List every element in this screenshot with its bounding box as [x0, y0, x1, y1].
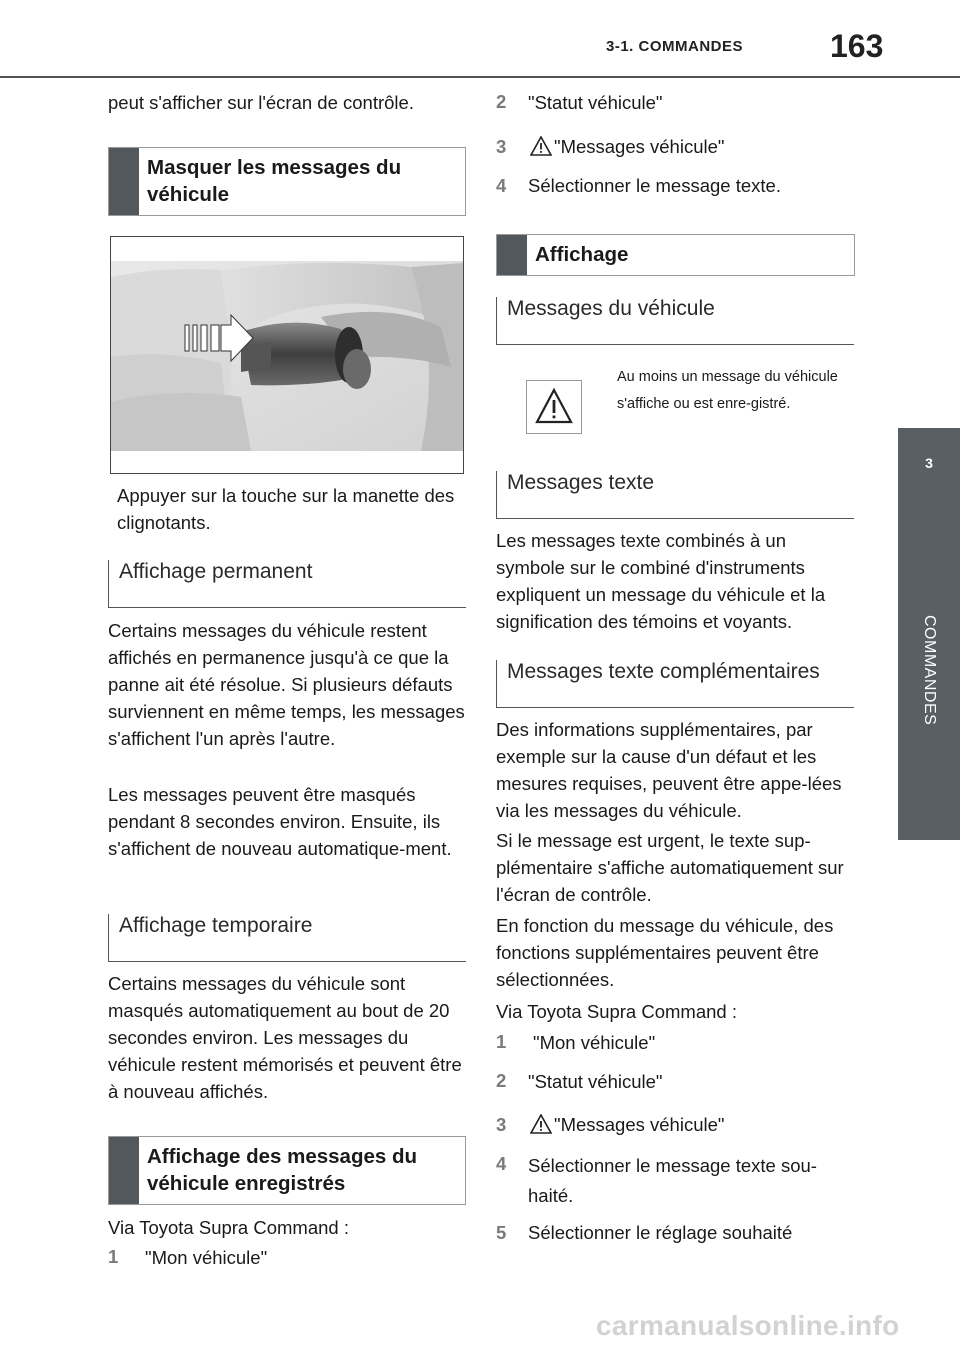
section-title: 3-1. COMMANDES: [606, 38, 744, 55]
step-1-text: "Mon véhicule": [145, 1247, 268, 1268]
heading-text: Masquer les messages du véhicule: [147, 156, 402, 206]
heading-text-messages: [496, 471, 854, 519]
step-5-text: Sélectionner le réglage souhaité: [528, 1222, 793, 1243]
step-4-text: Sélectionner le message texte sou-haité.: [528, 1155, 817, 1206]
heading-text: Affichage temporaire: [119, 914, 313, 937]
step-number: 4: [496, 1153, 507, 1174]
heading-text: Affichage permanent: [119, 560, 313, 583]
temporary-paragraph: Certains messages du véhicule sont masqués automatiquement au bout de 20 secondes environ. Les messages du véhicule restent mémorisés et peuvent être à nouveau affichés.: [108, 973, 462, 1102]
permanent-paragraph-1: Certains messages du véhicule restent affichés en permanence jusqu'à ce que la panne ait été résolue. Si plusieurs défauts surviennent en même temps, les messages s'affichent l'un après l'autre.: [108, 620, 465, 749]
heading-additional-messages: [496, 660, 854, 708]
step-number: 1: [108, 1246, 119, 1267]
additional-paragraph-3: En fonction du message du véhicule, des fonctions supplémentaires peuvent être sélectionnées.: [496, 915, 834, 990]
heading-temporary-display: [108, 914, 466, 962]
chapter-tab-number: 3: [898, 428, 960, 498]
step-1-text: "Mon véhicule": [533, 1032, 656, 1053]
step-number: 1: [496, 1031, 507, 1052]
warning-triangle-icon: [530, 136, 552, 156]
warning-triangle-icon: [527, 381, 581, 433]
permanent-paragraph-2: Les messages peuvent être masqués pendant 8 secondes environ. Ensuite, ils s'affichent de nouveau automatique-ment.: [108, 784, 452, 859]
step-3-label: "Messages véhicule": [554, 1114, 725, 1135]
watermark: carmanualsonline.info: [596, 1310, 900, 1341]
heading-text: Messages du véhicule: [507, 297, 715, 320]
step-number: 5: [496, 1222, 507, 1243]
warning-description: Au moins un message du véhicule s'affiche ou est enre-gistré.: [617, 369, 838, 412]
chapter-tab-text: COMMANDES: [921, 614, 938, 726]
step-number: 4: [496, 175, 507, 196]
heading-text: Affichage des messages du véhicule enregistrés: [147, 1145, 418, 1195]
step-number: 2: [496, 91, 507, 112]
header-rule: [0, 76, 960, 78]
heading-permanent-display: [108, 560, 466, 608]
chapter-tab-label: [898, 510, 960, 830]
figure-caption: Appuyer sur la touche sur la manette des clignotants.: [117, 485, 455, 533]
heading-hide-messages: [108, 147, 466, 216]
warning-symbol-cell: [526, 380, 582, 434]
text-messages-paragraph: Les messages texte combinés à un symbole sur le combiné d'instruments expliquent un message du véhicule et la signification des témoins et voyants.: [496, 530, 826, 632]
via-command-text: Via Toyota Supra Command :: [108, 1217, 349, 1238]
heading-stored-messages: [108, 1136, 466, 1205]
warning-triangle-icon: [530, 1114, 552, 1134]
step-2-text: "Statut véhicule": [528, 92, 663, 113]
additional-paragraph-2: Si le message est urgent, le texte sup-plémentaire s'affiche automatiquement sur l'écran de contrôle.: [496, 830, 844, 905]
step-3-text: [530, 134, 855, 161]
heading-bar: [109, 1137, 139, 1204]
step-3-label: "Messages véhicule": [554, 136, 725, 157]
page-number: 163: [830, 28, 884, 64]
step-number: 3: [496, 136, 507, 157]
intro-text: peut s'afficher sur l'écran de contrôle.: [108, 92, 414, 113]
step-4-text: Sélectionner le message texte.: [528, 175, 781, 196]
step-2-text: "Statut véhicule": [528, 1071, 663, 1092]
step-number: 2: [496, 1070, 507, 1091]
via-command-text: Via Toyota Supra Command :: [496, 1001, 737, 1022]
heading-text: Affichage: [535, 243, 629, 266]
heading-display: [496, 234, 855, 276]
heading-vehicle-messages: [496, 297, 854, 345]
heading-bar: [497, 235, 527, 275]
heading-bar: [109, 148, 139, 215]
heading-text: Messages texte: [507, 471, 655, 494]
turn-signal-lever-figure: [110, 236, 464, 474]
lever-illustration: [111, 237, 463, 473]
step-number: 3: [496, 1114, 507, 1135]
heading-text: Messages texte complémentaires: [507, 660, 820, 683]
additional-paragraph-1: Des informations supplémentaires, par exemple sur la cause d'un défaut et les mesures requises, peuvent être appe-lées via les messages du véhicule.: [496, 719, 842, 821]
step-3-text: [530, 1112, 855, 1139]
